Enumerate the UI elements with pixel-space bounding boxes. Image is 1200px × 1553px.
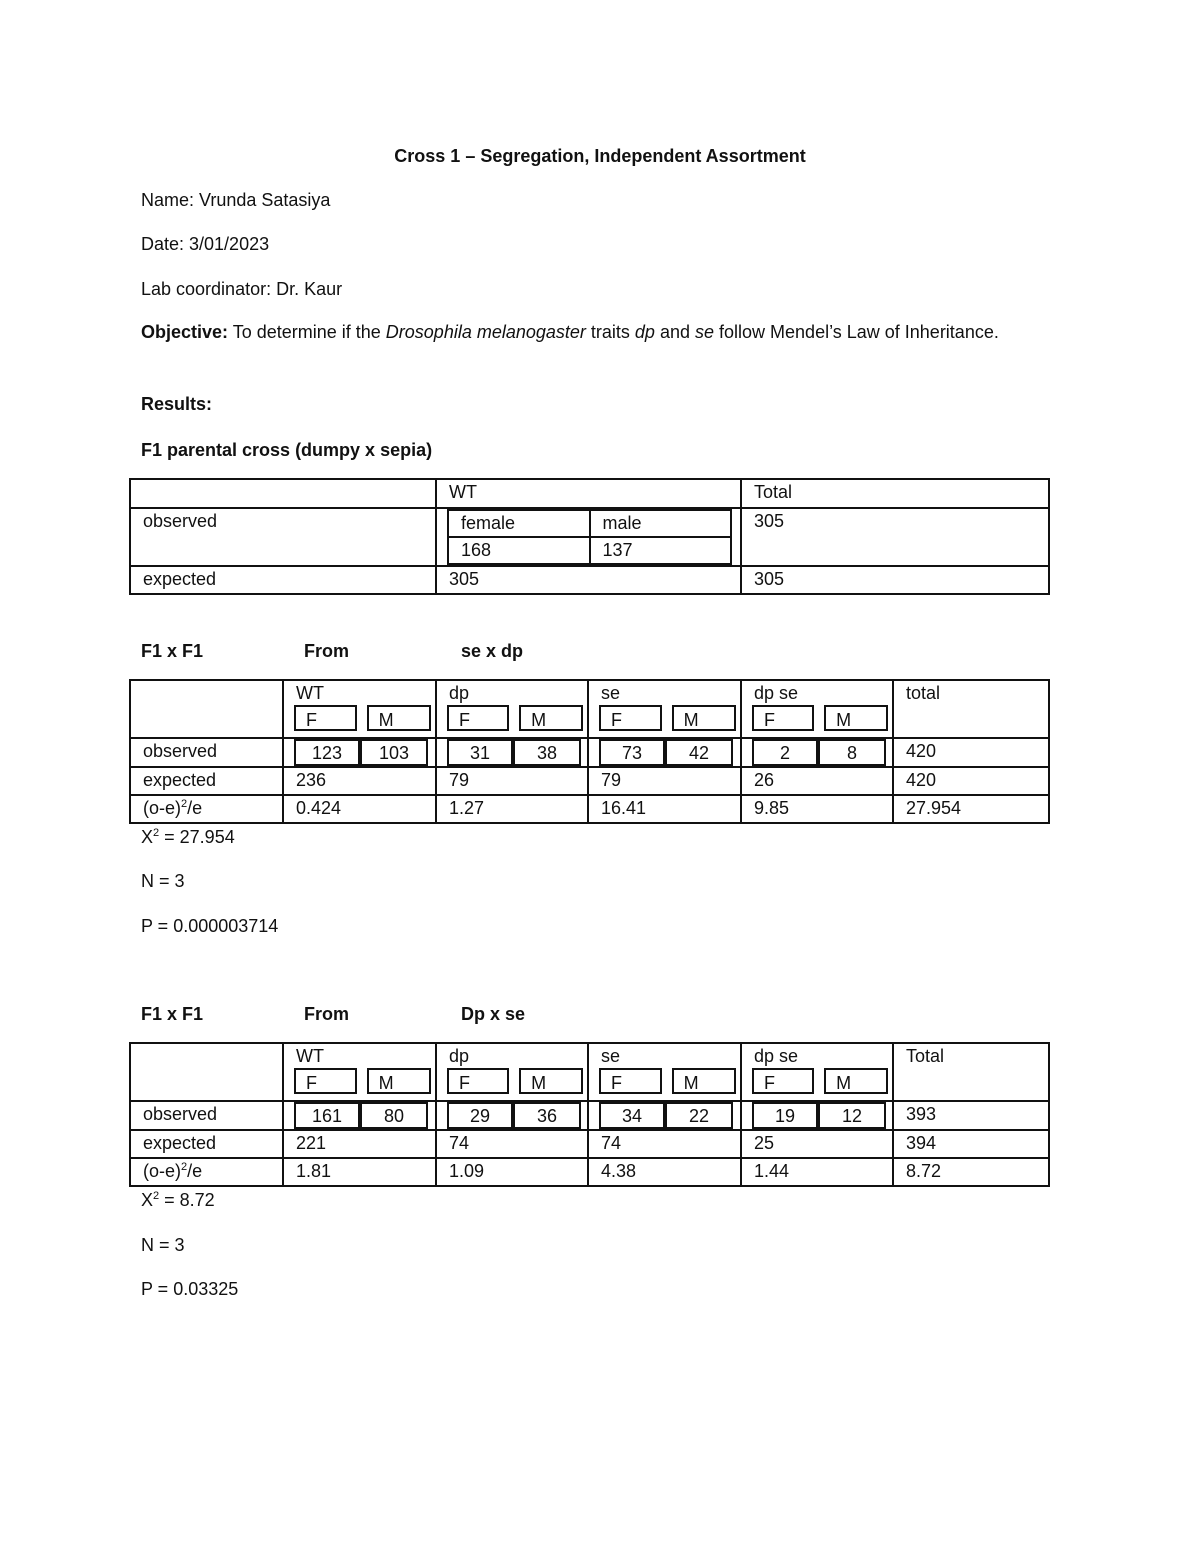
cross3-header-dp [436, 1043, 588, 1101]
cross2-header-dp [436, 680, 588, 738]
cross3-row-chi [130, 1158, 283, 1186]
cross3-row-expected: expected [130, 1130, 283, 1158]
cross2-degrees-freedom: N = 3 [141, 871, 185, 891]
cross3-sex-row [284, 1068, 435, 1094]
f1-table [129, 478, 1050, 595]
f1-male-label: male [590, 510, 732, 537]
cross3-exp-cell: 394 [893, 1130, 1049, 1158]
f1-observed-wt [436, 508, 741, 566]
cross2-f-label: F [752, 705, 814, 731]
cross2-col-label: dp [449, 683, 470, 703]
cross3-header-wt [283, 1043, 436, 1101]
cross2-chi-cell: 9.85 [741, 795, 893, 823]
cross2-f-label: F [294, 705, 357, 731]
cross3-obs-m: 12 [818, 1102, 886, 1129]
cross2-heading-1: F1 x F1 [141, 641, 204, 661]
objective-paragraph [141, 318, 1041, 347]
cross3-f-label: F [294, 1068, 357, 1094]
cross2-header-wt [283, 680, 436, 738]
cross2-header-dpse [741, 680, 893, 738]
cross3-col-label: dp se [754, 1046, 799, 1066]
cross2-m-label: M [824, 705, 888, 731]
objective-label: Objective: [141, 322, 229, 342]
cross3-col-label: dp [449, 1046, 470, 1066]
chi-label: (o-e) [143, 1161, 182, 1181]
cross3-row-observed: observed [130, 1101, 283, 1130]
cross2-chi-cell: 16.41 [588, 795, 741, 823]
x2-value: = 8.72 [159, 1190, 215, 1210]
cross2-sex-row [437, 705, 587, 731]
cross3-p-value: P = 0.03325 [141, 1279, 239, 1299]
cross2-obs-f: 73 [599, 739, 665, 766]
cross2-obs-dpse [741, 738, 893, 767]
cross2-exp-cell: 420 [893, 767, 1049, 795]
cross3-sex-row [589, 1068, 740, 1094]
cross2-obs-m: 8 [818, 739, 886, 766]
cross3-obs-m: 22 [665, 1102, 733, 1129]
cross3-header-empty [130, 1043, 283, 1101]
cross2-row-observed: observed [130, 738, 283, 767]
cross2-exp-cell: 79 [436, 767, 588, 795]
cross2-m-label: M [519, 705, 583, 731]
cross3-table [129, 1042, 1050, 1187]
cross3-sex-row [742, 1068, 892, 1094]
cross2-heading-2: From [304, 641, 349, 661]
cross2-obs-dp [436, 738, 588, 767]
lab-coordinator: Lab coordinator: Dr. Kaur [141, 279, 343, 299]
cross2-obs-m: 103 [360, 739, 428, 766]
cross3-obs-f: 34 [599, 1102, 665, 1129]
cross2-p-value: P = 0.000003714 [141, 916, 279, 936]
cross3-m-label: M [367, 1068, 431, 1094]
chi-tail: /e [187, 1161, 203, 1181]
cross3-chi-cell: 1.44 [741, 1158, 893, 1186]
f1-row-expected: expected [130, 566, 436, 594]
cross2-col-label: dp se [754, 683, 799, 703]
student-name: Name: Vrunda Satasiya [141, 190, 331, 210]
cross2-sex-row [742, 705, 892, 731]
trait-se: se [695, 322, 715, 342]
cross2-obs-f: 2 [752, 739, 818, 766]
cross3-f-label: F [752, 1068, 814, 1094]
cross2-obs-m: 38 [513, 739, 581, 766]
cross3-obs-total: 393 [893, 1101, 1049, 1130]
cross3-obs-se [588, 1101, 741, 1130]
cross3-obs-m: 80 [360, 1102, 428, 1129]
species-name: Drosophila melanogaster [385, 322, 586, 342]
cross3-degrees-freedom: N = 3 [141, 1235, 185, 1255]
chi-label: (o-e) [143, 798, 182, 818]
cross2-f-label: F [599, 705, 662, 731]
cross3-obs-dpse [741, 1101, 893, 1130]
cross3-chi-cell: 4.38 [588, 1158, 741, 1186]
cross3-obs-f: 29 [447, 1102, 513, 1129]
x2-sup: 2 [153, 827, 160, 839]
cross2-header-total: total [893, 680, 1049, 738]
cross3-header-dpse [741, 1043, 893, 1101]
x2-sup: 2 [153, 1190, 160, 1202]
cross3-f-label: F [599, 1068, 662, 1094]
f1-male-value: 137 [590, 537, 732, 564]
cross2-col-label: WT [296, 683, 324, 703]
cross2-sex-row [284, 705, 435, 731]
cross2-obs-m: 42 [665, 739, 733, 766]
x2-value: = 27.954 [159, 827, 235, 847]
cross3-exp-cell: 74 [436, 1130, 588, 1158]
objective-text-2: traits [585, 322, 635, 342]
cross3-heading-1: F1 x F1 [141, 1004, 204, 1024]
cross2-obs-se [588, 738, 741, 767]
cross2-chi-cell: 27.954 [893, 795, 1049, 823]
cross2-f-label: F [447, 705, 509, 731]
cross3-f-label: F [447, 1068, 509, 1094]
cross3-m-label: M [672, 1068, 736, 1094]
chi-tail: /e [187, 798, 203, 818]
chi-sup: 2 [181, 798, 188, 810]
x2-symbol: X [141, 1190, 154, 1210]
cross2-header-empty [130, 680, 283, 738]
f1-expected-total: 305 [741, 566, 1049, 594]
f1-sex-subtable [447, 509, 732, 565]
objective-text-1: To determine if the [228, 322, 386, 342]
cross2-obs-wt [283, 738, 436, 767]
cross3-exp-cell: 221 [283, 1130, 436, 1158]
objective-text-3: and [654, 322, 695, 342]
cross2-m-label: M [672, 705, 736, 731]
cross2-chi-square [141, 825, 235, 849]
cross2-obs-total: 420 [893, 738, 1049, 767]
cross3-obs-f: 19 [752, 1102, 818, 1129]
cross2-header-se [588, 680, 741, 738]
cross3-obs-wt [283, 1101, 436, 1130]
cross2-exp-cell: 236 [283, 767, 436, 795]
cross3-chi-square [141, 1188, 215, 1212]
cross2-obs-f: 123 [294, 739, 360, 766]
f1-female-label: female [448, 510, 590, 537]
page-title: Cross 1 – Segregation, Independent Assortment [394, 146, 806, 166]
cross3-col-label: se [601, 1046, 621, 1066]
cross3-obs-dp [436, 1101, 588, 1130]
cross2-row-chi [130, 795, 283, 823]
cross2-row-expected: expected [130, 767, 283, 795]
cross3-m-label: M [824, 1068, 888, 1094]
x2-symbol: X [141, 827, 154, 847]
cross3-m-label: M [519, 1068, 583, 1094]
cross2-exp-cell: 26 [741, 767, 893, 795]
cross2-table [129, 679, 1050, 824]
f1-observed-total: 305 [741, 508, 1049, 566]
cross2-obs-f: 31 [447, 739, 513, 766]
trait-dp: dp [634, 322, 655, 342]
cross2-m-label: M [367, 705, 431, 731]
cross3-header-se [588, 1043, 741, 1101]
cross2-chi-cell: 1.27 [436, 795, 588, 823]
f1-header-empty [130, 479, 436, 508]
report-date: Date: 3/01/2023 [141, 234, 270, 254]
f1-header-total: Total [741, 479, 1049, 508]
cross3-sex-row [437, 1068, 587, 1094]
cross3-heading-3: Dp x se [461, 1004, 526, 1024]
cross3-col-label: WT [296, 1046, 324, 1066]
f1-heading: F1 parental cross (dumpy x sepia) [141, 440, 433, 460]
cross3-chi-cell: 8.72 [893, 1158, 1049, 1186]
f1-female-value: 168 [448, 537, 590, 564]
cross3-header-total: Total [893, 1043, 1049, 1101]
cross3-obs-m: 36 [513, 1102, 581, 1129]
cross3-exp-cell: 74 [588, 1130, 741, 1158]
cross3-obs-f: 161 [294, 1102, 360, 1129]
f1-expected-wt: 305 [436, 566, 741, 594]
cross2-chi-cell: 0.424 [283, 795, 436, 823]
cross3-exp-cell: 25 [741, 1130, 893, 1158]
cross2-col-label: se [601, 683, 621, 703]
cross3-chi-cell: 1.81 [283, 1158, 436, 1186]
cross2-exp-cell: 79 [588, 767, 741, 795]
cross3-heading-2: From [304, 1004, 349, 1024]
cross2-sex-row [589, 705, 740, 731]
f1-row-observed: observed [130, 508, 436, 566]
objective-text-4: follow Mendel’s Law of Inheritance. [714, 322, 999, 342]
results-heading: Results: [141, 394, 213, 414]
chi-sup: 2 [181, 1161, 188, 1173]
f1-header-wt: WT [436, 479, 741, 508]
cross2-heading-3: se x dp [461, 641, 524, 661]
cross3-chi-cell: 1.09 [436, 1158, 588, 1186]
